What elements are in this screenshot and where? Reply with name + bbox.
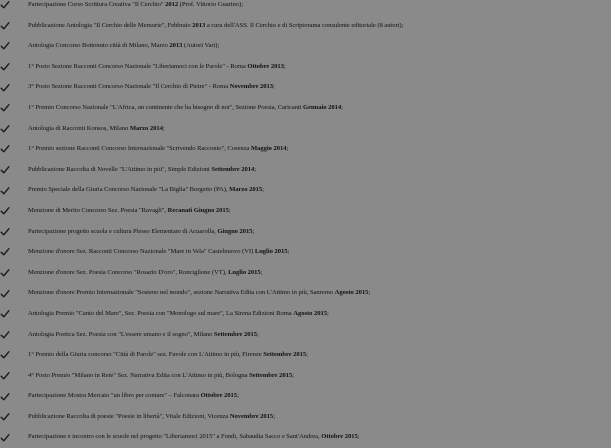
item-text-date: 2013 <box>192 21 206 29</box>
list-item-text <box>28 208 231 215</box>
item-text-post: ; <box>237 392 239 400</box>
list-item-text <box>28 126 165 133</box>
item-text-post: ; <box>283 62 286 70</box>
list-item-text <box>28 434 360 441</box>
item-text-post: ; <box>254 165 257 173</box>
item-text-pre: Menzione di Merito Concorso Sez. Poesia "Ravagli", <box>28 206 168 214</box>
item-text-pre: Pubblicazione Antologia "Il Cerchio delle Memorie", Febbraio <box>28 21 193 29</box>
checkmark-icon <box>0 41 10 51</box>
list-item-text <box>28 352 308 359</box>
item-text-date: Agosto 2015 <box>334 289 369 297</box>
list-item-text <box>28 23 403 30</box>
item-text-post: ; <box>287 248 290 256</box>
list-item <box>0 0 611 16</box>
item-text-pre: Antologia di Racconti Konsos, Milano <box>28 124 130 132</box>
list-item <box>0 242 611 263</box>
item-text-date: Ottobre 2015 <box>200 392 238 400</box>
item-text-date: Recanati Giugno 2015 <box>167 206 229 214</box>
checkmark-icon <box>0 124 10 134</box>
item-text-date: Settembre 2015 <box>214 330 257 338</box>
item-text-post: ; <box>252 227 255 235</box>
item-text-pre: 1° Premio sezione Racconti Concorso Internazionale "Scrivendo Racconto", Cosenza <box>28 145 251 153</box>
item-text-pre: 4° Posto Premio "Milano in Rete" Sez. Narrativa Edita con L'Attimo in più, Bologna <box>28 371 250 379</box>
item-text-post: ; <box>162 124 165 132</box>
list-item-text <box>28 146 288 153</box>
checkmark-icon <box>0 186 10 196</box>
checkmark-icon <box>0 247 10 257</box>
item-text-pre: 3° Posto Sezione Racconti Concorso Nazionale "Il Cerchio di Pietre" - Roma <box>28 83 230 91</box>
item-text-date: Novembre 2013 <box>229 83 274 91</box>
checkmark-icon <box>0 83 10 93</box>
item-text-post: ; <box>260 268 263 276</box>
item-text-date: Luglio 2015 <box>254 248 288 256</box>
item-text-pre: Menzione d'onore Sez. Racconti Concorso Nazionale "Mare in Vela" Castelnuovo (VI) <box>28 248 255 256</box>
list-item <box>0 427 611 448</box>
item-text-post: ; <box>357 433 360 441</box>
item-text-date: Settembre 2015 <box>263 351 307 359</box>
item-text-date: Settembre 2015 <box>249 371 293 379</box>
list-item-text <box>28 229 254 236</box>
item-text-date: Agosto 2015 <box>293 309 327 317</box>
item-text-post: ; <box>368 289 371 297</box>
list-item <box>0 386 611 407</box>
item-text-pre: Premio Speciale della Giuria Concorso Nazionale "La Biglia" Borgetto (PA), <box>28 186 230 194</box>
item-text-post: ; <box>256 330 259 338</box>
item-text-pre: Antologia Premio "Canto del Mare", Sez. Poesia con "Monologo sul mare", La Sirena Edizioni Roma <box>28 309 294 317</box>
item-text-pre: 1° Premio della Giuria concorso "Città di Parole" sez. Favole con L'Attimo in più, Firenze <box>28 351 264 359</box>
item-text-post: ; <box>273 83 275 91</box>
item-text-post: ; <box>341 103 343 111</box>
item-text-pre: Antologia Poetica Sez. Poesia con "L'essere umano e il sogno", Milano <box>28 330 215 338</box>
list-item <box>0 180 611 201</box>
list-item-text <box>28 43 219 50</box>
list-item-text <box>28 249 289 256</box>
item-text-post: ; <box>228 206 231 214</box>
list-item <box>0 160 611 181</box>
list-item-text <box>28 414 275 421</box>
list-item <box>0 139 611 160</box>
list-item-text <box>28 290 370 297</box>
item-text-pre: Pubblicazione Raccolta di Novelle "L'Attimo in più", Simple Edizioni <box>28 165 212 173</box>
item-text-pre: Partecipazione Corso Scrittura Creativa "Il Cerchio" <box>28 1 166 8</box>
list-item-text <box>28 64 286 71</box>
checkmark-icon <box>0 268 10 278</box>
checkmark-icon <box>0 289 10 299</box>
item-text-date: Marzo 2015 <box>229 186 263 194</box>
list-item <box>0 57 611 78</box>
list-item <box>0 98 611 119</box>
item-text-date: 2013 <box>169 42 183 50</box>
checkmark-icon <box>0 62 10 72</box>
list-item <box>0 366 611 387</box>
list-item <box>0 345 611 366</box>
checkmark-icon <box>0 227 10 237</box>
checkmark-icon <box>0 392 10 402</box>
item-text-date: Maggio 2014 <box>250 145 287 153</box>
item-text-post: (Prof. Vittorio Guarino); <box>178 1 243 8</box>
item-text-pre: Partecipazione Mostra Mercato "un libro per contare" – Falconara <box>28 392 201 400</box>
item-text-date: Luglio 2015 <box>228 268 261 276</box>
item-text-date: Ottobre 2013 <box>247 62 284 70</box>
item-text-pre: Partecipazione e incontro con le scuole nel progetto "Liberiamoci 2015" a Fondi, Sabaudia Sacco e Sant'Andrea, <box>28 433 322 441</box>
item-text-date: Giugno 2015 <box>217 227 253 235</box>
list-item-text <box>28 270 262 277</box>
list-item <box>0 407 611 428</box>
item-text-pre: 1° Posto Sezione Racconti Concorso Nazionale "Liberiamoci con le Parole" - Roma <box>28 62 248 70</box>
item-text-pre: Partecipazione progetto scuola e cultura Plesso Elementare di Acuarolla, <box>28 227 218 235</box>
list-item-text <box>28 167 256 174</box>
checkmark-icon <box>0 0 10 10</box>
list-item-text <box>28 311 329 318</box>
list-item <box>0 283 611 304</box>
checkmark-icon <box>0 433 10 443</box>
checkmark-icon <box>0 412 10 422</box>
list-item <box>0 201 611 222</box>
item-text-post: ; <box>262 186 264 194</box>
item-text-post: ; <box>286 145 289 153</box>
item-text-post: a cura dell'ASS. Il Cerchio e di Scriptorama consulente editoriale (8 autori); <box>205 21 404 29</box>
list-item-text <box>28 105 343 112</box>
list-item-text <box>28 84 275 91</box>
item-text-date: Settembre 2014 <box>211 165 255 173</box>
item-text-pre: Pubblicazione Raccolta di poesie "Poesie in libertà", Vitale Edizioni, Vicenza <box>28 412 230 420</box>
item-text-date: 2012 <box>165 1 179 8</box>
list-item-text <box>28 332 259 339</box>
list-item-text <box>28 187 264 194</box>
item-text-post: ; <box>273 412 275 420</box>
list-item <box>0 222 611 243</box>
item-text-pre: 1° Premio Concorso Nazionale "L'Africa, un continente che ha bisogno di noi", Sezione Poesia, Caricanti <box>28 103 304 111</box>
list-item-text <box>28 2 243 9</box>
item-text-post: ; <box>326 309 329 317</box>
checkmark-icon <box>0 309 10 319</box>
checkmark-icon <box>0 21 10 31</box>
item-text-date: Marzo 2014 <box>129 124 163 132</box>
item-text-date: Ottobre 2015 <box>321 433 358 441</box>
list-item <box>0 119 611 140</box>
item-text-date: Gennaio 2014 <box>303 103 342 111</box>
list-item <box>0 263 611 284</box>
list-item <box>0 325 611 346</box>
list-item <box>0 77 611 98</box>
item-text-pre: Menzione d'onore Premio Internazionale "Sosteno nel mondo", sezione Narrativa Edita con L'Attimo in più, Sanremo <box>28 289 335 297</box>
checkmark-icon <box>0 330 10 340</box>
item-text-date: Novembre 2015 <box>229 412 274 420</box>
item-text-post: ; <box>292 371 294 379</box>
item-text-pre: Antologia Concorso Bottonuto città di Milano, Marzo <box>28 42 170 50</box>
list-item <box>0 36 611 57</box>
checkmark-icon <box>0 350 10 360</box>
list-item <box>0 16 611 37</box>
list-item <box>0 304 611 325</box>
checkmark-icon <box>0 206 10 216</box>
item-text-pre: Menzione d'onore Sez. Poesia Concorso "Rosario D'oro", Ronciglione (VT), <box>28 268 229 276</box>
item-text-post: ; <box>306 351 308 359</box>
list-item-text <box>28 393 239 400</box>
checkmark-icon <box>0 144 10 154</box>
checkmark-icon <box>0 165 10 175</box>
checkmark-icon <box>0 371 10 381</box>
list-item-text <box>28 373 294 380</box>
checkmark-icon <box>0 103 10 113</box>
item-text-post: (Autori Vari); <box>182 42 220 50</box>
